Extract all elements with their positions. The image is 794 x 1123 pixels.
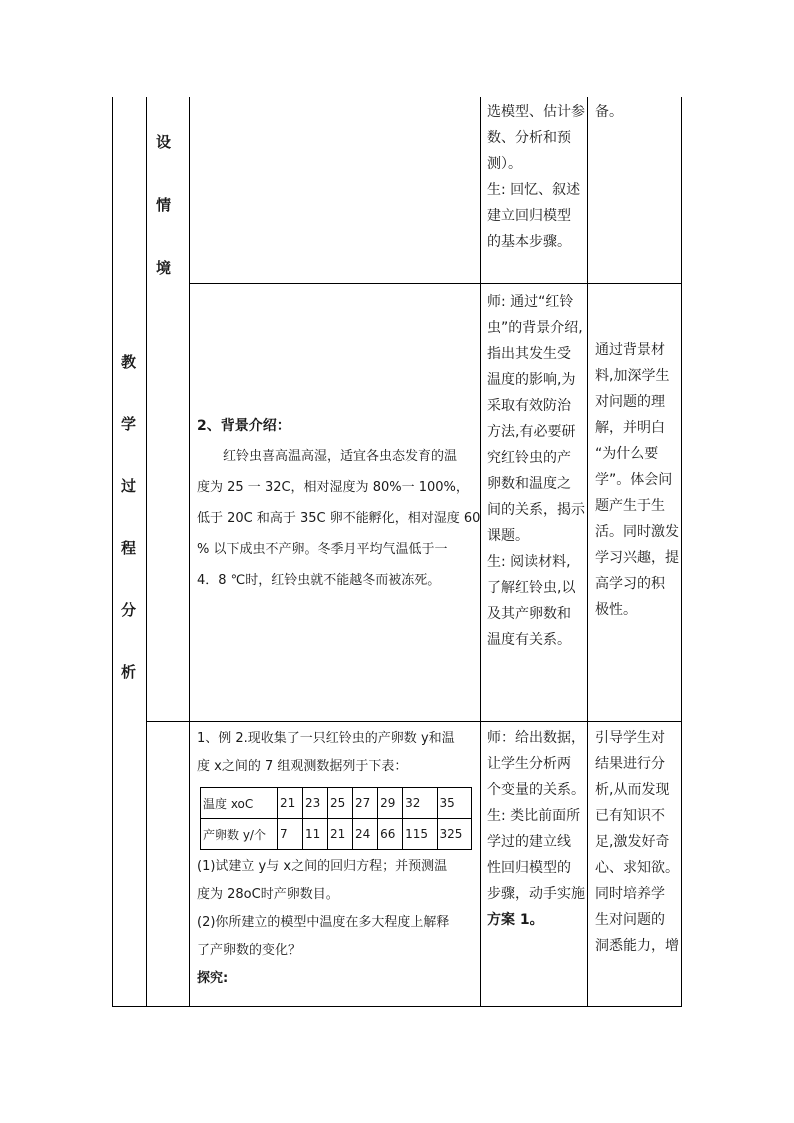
text-line: 学过的建立线 [487, 834, 571, 850]
table-border-col1 [146, 97, 147, 1007]
table-cell: 21 [328, 819, 353, 850]
text-line: 对问题的理 [595, 394, 665, 410]
table-border-col3 [480, 97, 481, 1007]
text-line: “为什么要 [595, 446, 659, 462]
table-cell: 24 [353, 819, 378, 850]
row1-intent-column [595, 99, 623, 125]
text-line: 建立回归模型 [487, 208, 571, 224]
text-line: (1)试建立 y与 x之间的回归方程；并预测温 [197, 859, 448, 874]
table-cell: 21 [278, 788, 303, 819]
text-line: 及其产卵数和 [487, 606, 571, 622]
text-line: 4．8 ℃时，红铃虫就不能越冬而被冻死。 [197, 573, 441, 588]
table-cell: 27 [353, 788, 378, 819]
text-line: 度为 28oC时产卵数目。 [197, 887, 339, 902]
text-line: 解，并明白 [595, 420, 665, 436]
text-line: 课题。 [487, 528, 529, 544]
text-line: 题产生于生 [595, 498, 665, 514]
text-line: 足,激发好奇 [595, 834, 670, 850]
table-cell: 23 [303, 788, 328, 819]
text-line: 生: 阅读材料, [487, 554, 571, 570]
table-border-right [681, 97, 682, 1007]
background-heading: 2、背景介绍： [197, 418, 291, 434]
table-cell: 66 [378, 819, 403, 850]
row-divider-1 [189, 283, 681, 284]
explore-label: 探究: [197, 971, 229, 986]
observation-data-table [200, 787, 472, 850]
table-cell: 29 [378, 788, 403, 819]
text-line: 度 x之间的 7 组观测数据列于下表： [197, 759, 408, 774]
stage-char: 情 [156, 196, 172, 214]
text-line: 低于 20C 和高于 35C 卵不能孵化，相对湿度 60 [197, 511, 481, 526]
text-line: 卵数和温度之 [487, 476, 571, 492]
table-cell: 32 [403, 788, 437, 819]
text-line: 洞悉能力，增 [595, 938, 679, 954]
table-cell: 35 [437, 788, 472, 819]
table-border-left [112, 97, 113, 1007]
example-questions [197, 853, 477, 993]
text-line: 学”。体会问 [595, 472, 673, 488]
text-line: 温度有关系。 [487, 632, 571, 648]
text-line: 生对问题的 [595, 912, 665, 928]
text-line: 方法,有必要研 [487, 424, 576, 440]
text-line: 度为 25 一 32C，相对湿度为 80%一 100%， [197, 480, 469, 495]
text-line: 了解红铃虫,以 [487, 580, 576, 596]
text-line: 性回归模型的 [487, 860, 571, 876]
text-line: (2)你所建立的模型中温度在多大程度上解释 [197, 915, 450, 930]
text-line: 方案 1。 [487, 912, 544, 928]
text-line: 个变量的关系。 [487, 782, 585, 798]
sidebar-char: 程 [121, 539, 137, 557]
text-line: 选模型、估计参 [487, 104, 585, 120]
table-cell: 7 [278, 819, 303, 850]
text-line: 活。同时激发 [595, 524, 679, 540]
sidebar-char: 教 [121, 353, 137, 371]
row2-teacher-column [487, 289, 585, 653]
table-border-bottom [112, 1006, 681, 1007]
table-cell: 115 [403, 819, 437, 850]
row3-teacher-column [487, 725, 585, 933]
table-border-col2 [189, 97, 190, 1007]
text-line: 指出其发生受 [487, 346, 571, 362]
table-cell: 325 [437, 819, 472, 850]
sidebar-char: 析 [121, 663, 137, 681]
text-line: 让学生分析两 [487, 756, 571, 772]
table-cell: 25 [328, 788, 353, 819]
stage-char: 境 [156, 259, 172, 277]
text-line: 数、分析和预 [487, 130, 571, 146]
text-line: 师: 通过“红铃 [487, 294, 574, 310]
row-divider-2 [146, 721, 681, 722]
sidebar-char: 学 [121, 415, 137, 433]
text-line: % 以下成虫不产卵。冬季月平均气温低于一 [197, 542, 448, 557]
text-line: 步骤，动手实施 [487, 886, 585, 902]
row2-intent-column [595, 337, 679, 623]
text-line: 生: 类比前面所 [487, 808, 581, 824]
text-line: 同时培养学 [595, 886, 665, 902]
text-line: 生: 回忆、叙述 [487, 182, 581, 198]
row1-teacher-column [487, 99, 585, 255]
text-line: 高学习的积 [595, 576, 665, 592]
background-paragraph [197, 441, 481, 596]
table-row [201, 819, 472, 850]
text-line: 间的关系，揭示 [487, 502, 585, 518]
text-line: 测）。 [487, 156, 522, 172]
stage-char: 设 [156, 133, 172, 151]
text-line: 备。 [595, 104, 623, 120]
text-line: 的基本步骤。 [487, 234, 571, 250]
example-intro [197, 725, 477, 781]
text-line: 究红铃虫的产 [487, 450, 571, 466]
text-line: 了产卵数的变化？ [197, 943, 302, 958]
table-cell: 温度 xoC [201, 788, 278, 819]
text-line: 已有知识不 [595, 808, 665, 824]
text-line: 1、例 2.现收集了一只红铃虫的产卵数 y和温 [197, 731, 455, 746]
text-line: 温度的影响,为 [487, 372, 576, 388]
sidebar-char: 过 [121, 477, 137, 495]
table-cell: 11 [303, 819, 328, 850]
row3-intent-column [595, 725, 679, 959]
text-line: 师：给出数据， [487, 730, 585, 746]
text-line: 通过背景材 [595, 342, 665, 358]
text-line: 料,加深学生 [595, 368, 670, 384]
text-line: 采取有效防治 [487, 398, 571, 414]
table-row [201, 788, 472, 819]
sidebar-char: 分 [121, 601, 137, 619]
text-line: 结果进行分 [595, 756, 665, 772]
text-line: 极性。 [595, 602, 637, 618]
table-cell: 产卵数 y/个 [201, 819, 278, 850]
text-line: 红铃虫喜高温高湿，适宜各虫态发育的温 [223, 449, 458, 464]
text-line: 析,从而发现 [595, 782, 670, 798]
text-line: 虫”的背景介绍, [487, 320, 583, 336]
text-line: 心、求知欲。 [595, 860, 679, 876]
table-border-col4 [587, 97, 588, 1007]
text-line: 引导学生对 [595, 730, 665, 746]
text-line: 学习兴趣，提 [595, 550, 679, 566]
